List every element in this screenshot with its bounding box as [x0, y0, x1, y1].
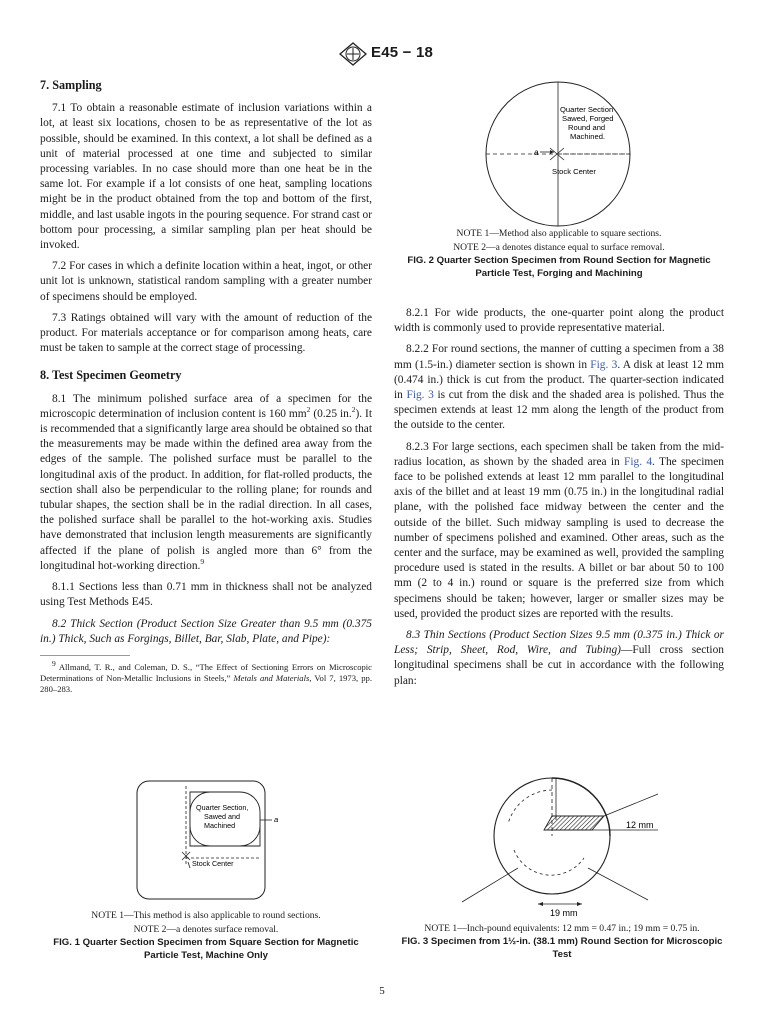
paragraph-7-1: 7.1 To obtain a reasonable estimate of inclusion variations within a lot, at least six locations, chosen to be as representative of the lot as possible, should be examined. In this context, a lot shall be defined as a unit of material processed at one time and subjected to similar processing variables. In no case should more than one heat be in the same lot. For example if a lot consists of one heat, sampling locations might be in the product obtained from the top and bottom of the first, middle, and last usable ingots in the pouring sequence. For strand cast or bottom pour processing, a similar sampling plan per heat should be invoked. [40, 102, 372, 252]
figure-3-diagram [452, 772, 672, 920]
fig2-label-line-4: Machined. [570, 132, 606, 141]
figure-2-diagram [480, 76, 650, 228]
fig2-caption: FIG. 2 Quarter Section Specimen from Round Section for Magnetic Particle Test, Forging and Machining [407, 255, 711, 279]
footnote-9: $^9$ Allmand, T. R., and Coleman, D. S., “The Effect of Sectioning Errors on Microscopic Determinations of Non-Metallic Inclusions in Steels,” Metals and Materials, Vol 7, 1973, pp. 280–283. [40, 659, 372, 694]
fig1-label-a: a [274, 815, 279, 824]
fig4-link[interactable]: Fig. 4 [624, 455, 653, 468]
section-7-heading: 7. Sampling [40, 78, 102, 92]
shaded-polished-area [544, 816, 604, 830]
fig3-note-1: NOTE 1—Inch-pound equivalents: 12 mm = 0.47 in.; 19 mm = 0.75 in. [424, 923, 700, 934]
paragraph-8-1-1: 8.1.1 Sections less than 0.71 mm in thickness shall not be analyzed using Test Methods E45. [40, 581, 372, 609]
footnote-divider [40, 655, 130, 656]
paragraph-8-1: 8.1 The minimum polished surface area of a specimen for the microscopic determination of inclusion content is 160 $mm^2$ (0.25 in.$^2$). It is recommended that a significantly large area should be obtained so that the measurements may be made within the defined area away from the edges of the sample. The polished surface must be parallel to the longitudinal axis of the product. In addition, for flat-rolled products, the section shall also be perpendicular to the rolling plane; for rounds and tubular shapes, the section shall be in the radial direction. In all cases, the polished surface shall be parallel to the hot-working axis. Studies have demonstrated that inclusion length measurements are significantly affected if the plane of polish is angled more than 6° from the longitudinal hot-working direction.$^9$ [40, 392, 373, 572]
fig3-caption: FIG. 3 Specimen from 1½-in. (38.1 mm) Round Section for Microscopic Test [401, 936, 723, 960]
fig3-label-19mm: 19 mm [550, 908, 578, 918]
fig3-link-2[interactable]: Fig. 3 [406, 389, 434, 402]
paragraph-8-2-2: 8.2.2 For round sections, the manner of cutting a specimen from a 38 mm (1.5-in.) diameter section is shown in Fig. 3. A disk at least 12 mm (0.474 in.) thick is cut from the product. The quarter-section indicated in Fig. 3 is cut from the disk and the shaded area is polished. Thus the specimen extends at least 12 mm along the length of the product from the outside to the center. [394, 343, 724, 432]
paragraph-8-2: 8.2 Thick Section (Product Section Size Greater than 9.5 mm (0.375 in.) Thick, Such as Forgings, Billet, Bar, Slab, Plate, and Pipe): [40, 617, 372, 645]
fig3-label-12mm: 12 mm [626, 820, 654, 830]
fig2-note-1: NOTE 1—Method also applicable to square sections. [456, 228, 662, 239]
fig1-stock-center-label: Stock Center [192, 859, 234, 868]
paragraph-8-3: 8.3 Thin Sections (Product Section Sizes 9.5 mm (0.375 in.) Thick or Less; Strip, Sheet, Rod, Wire, and Tubing)—Full cross section longitudinal specimens shall be cut in accordance with the following plan: [394, 629, 724, 687]
figure-1-diagram [132, 776, 292, 904]
fig2-label-line-2: Sawed, Forged [562, 114, 614, 123]
fig1-label-line-1: Quarter Section, [196, 803, 249, 812]
fig2-label-line-3: Round and [568, 123, 606, 132]
fig2-stock-center-label: Stock Center [552, 167, 596, 176]
fig3-link[interactable]: Fig. 3 [590, 358, 618, 371]
paragraph-8-2-3: 8.2.3 For large sections, each specimen shall be taken from the mid-radius location, as shown by the shaded area in Fig. 4. The specimen face to be polished extends at least 12 mm parallel to the longitudinal axis of the billet and at least 19 mm (0.75 in.) in the longitudinal radial plane, with the polished face midway between the center and the outside of the billet. Such midway sampling is used to decrease the number of specimens polished and examined. Other areas, such as the center and the surface, may be examined as well, provided the sampling procedure used is stated in the results. A billet or bar about 50 to 100 mm (2 to 4 in.) round or square is the preferred size from which specimens should be taken; however, larger or smaller sizes may be used, provided the product sizes are reported with the results. [394, 440, 724, 620]
left-column [40, 72, 372, 695]
page-number: 5 [379, 985, 385, 997]
footnote-ref: 9 [200, 557, 205, 567]
right-column [394, 306, 724, 695]
fig2-label-a: a [534, 148, 539, 157]
astm-logo-icon [338, 42, 368, 66]
paragraph-7-2: 7.2 For cases in which a definite location within a heat, ingot, or other unit lot is unknown, statistical random sampling with a greater number of specimens should be employed. [40, 260, 372, 303]
fig1-label-line-3: Machined [204, 821, 236, 830]
fig2-note-2: NOTE 2—a denotes distance equal to surface removal. [453, 242, 665, 253]
paragraph-8-2-1: 8.2.1 For wide products, the one-quarter point along the product width is commonly used to provide representative material. [394, 307, 724, 335]
page-header [0, 40, 764, 70]
fig1-label-line-2: Sawed and [204, 812, 240, 821]
document-designation: E45 − 18 [371, 44, 434, 61]
fig2-label-line-1: Quarter Section [560, 105, 614, 114]
fig1-note-1: NOTE 1—This method is also applicable to round sections. [91, 910, 321, 921]
paragraph-7-3: 7.3 Ratings obtained will vary with the amount of reduction of the product. For materials acceptance or for comparison among heats, care must be taken to sample at the correct stage of processing. [40, 311, 372, 355]
fig1-caption: FIG. 1 Quarter Section Specimen from Square Section for Magnetic Particle Test, Machine Only [53, 937, 359, 961]
fig1-note-2: NOTE 2—a denotes surface removal. [133, 924, 279, 935]
section-8-heading: 8. Test Specimen Geometry [40, 368, 182, 383]
